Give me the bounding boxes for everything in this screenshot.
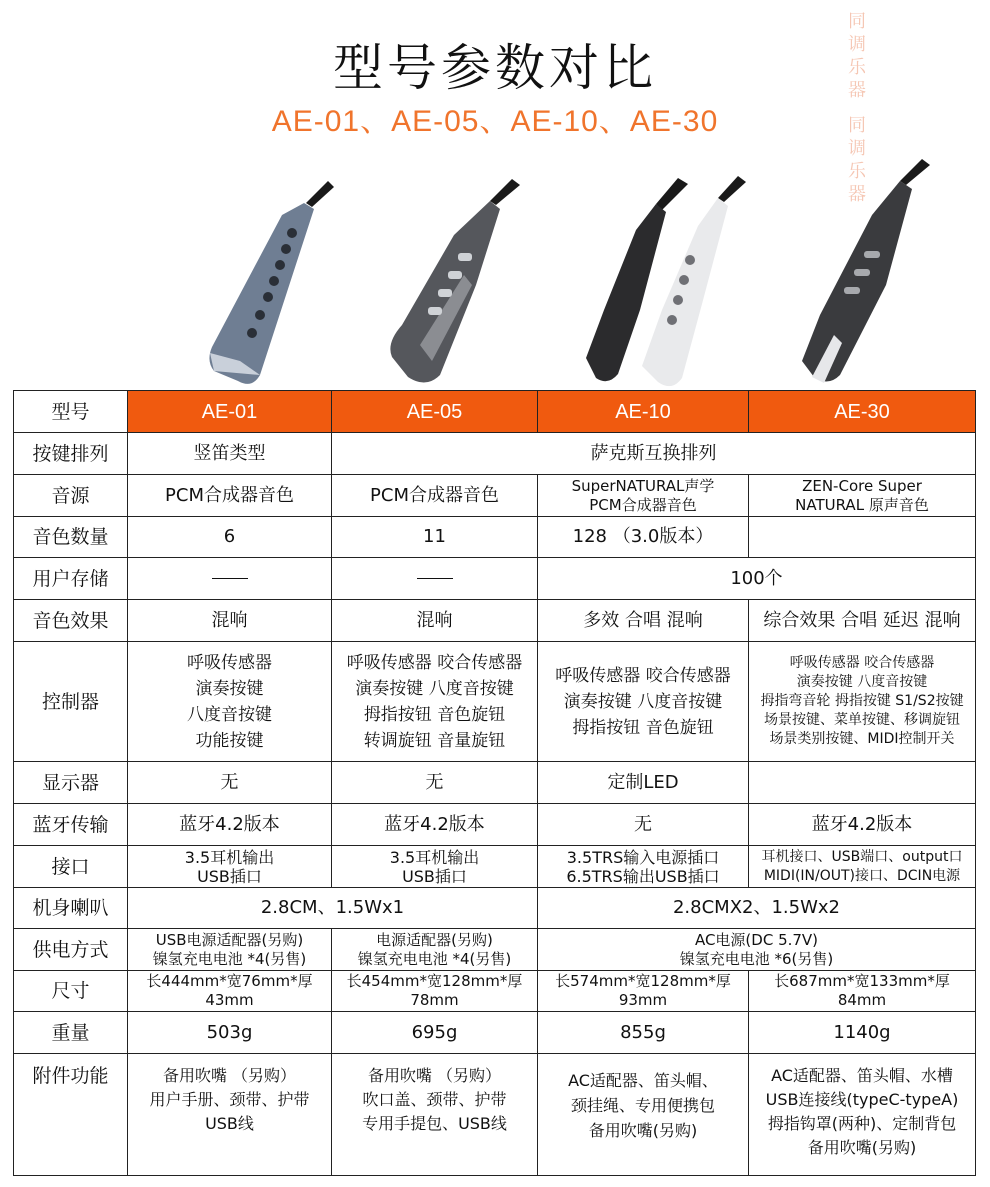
ae01-product-image — [200, 175, 340, 405]
cell: 多效 合唱 混响 — [538, 600, 749, 642]
product-images — [0, 150, 990, 390]
cell: SuperNATURAL声学 PCM合成器音色 — [538, 475, 749, 517]
row-label: 接口 — [14, 846, 128, 888]
row-label: 音源 — [14, 475, 128, 517]
cell: 竖笛类型 — [128, 433, 332, 475]
cell: 1140g — [749, 1012, 976, 1054]
cell: 128 （3.0版本） — [538, 517, 749, 558]
dash-mark — [417, 578, 453, 579]
cell: USB电源适配器(另购) 镍氢充电电池 *4(另售) — [128, 929, 332, 971]
cell: 备用吹嘴 （另购） 用户手册、颈带、护带 USB线 — [128, 1054, 332, 1176]
header-ae30: AE-30 — [749, 391, 976, 433]
row-label: 音色效果 — [14, 600, 128, 642]
table-row — [14, 804, 976, 846]
cell: 3.5TRS输入电源插口 6.5TRS输出USB插口 — [538, 846, 749, 888]
dash-mark — [212, 578, 248, 579]
row-label: 显示器 — [14, 762, 128, 804]
row-label: 按键排列 — [14, 433, 128, 475]
cell: 电源适配器(另购) 镍氢充电电池 *4(另售) — [332, 929, 538, 971]
cell: 2.8CMX2、1.5Wx2 — [538, 888, 976, 929]
cell: 11 — [332, 517, 538, 558]
cell: 100个 — [538, 558, 976, 600]
cell: 呼吸传感器 咬合传感器 演奏按键 八度音按键 拇指弯音轮 拇指按键 S1/S2按键 场景按键、菜单按键、移调旋钮 场景类别按键、MIDI控制开关 — [749, 642, 976, 762]
row-label: 蓝牙传输 — [14, 804, 128, 846]
table-row — [14, 1012, 976, 1054]
cell: 无 — [332, 762, 538, 804]
cell: 呼吸传感器 咬合传感器 演奏按键 八度音按键 拇指按钮 音色旋钮 转调旋钮 音量旋钮 — [332, 642, 538, 762]
table-row — [14, 600, 976, 642]
row-label: 机身喇叭 — [14, 888, 128, 929]
cell: 耳机接口、USB端口、output口 MIDI(IN/OUT)接口、DCIN电源 — [749, 846, 976, 888]
cell: 无 — [128, 762, 332, 804]
cell: 长444mm*宽76mm*厚43mm — [128, 971, 332, 1012]
cell: 6 — [128, 517, 332, 558]
cell — [749, 762, 976, 804]
table-row — [14, 558, 976, 600]
watermark: 同 调 乐 器 同 调 乐 器 — [848, 11, 866, 205]
cell: 长574mm*宽128mm*厚93mm — [538, 971, 749, 1012]
table-row — [14, 846, 976, 888]
cell: 长454mm*宽128mm*厚78mm — [332, 971, 538, 1012]
cell: 萨克斯互换排列 — [332, 433, 976, 475]
table-row — [14, 762, 976, 804]
table-row — [14, 929, 976, 971]
cell — [332, 558, 538, 600]
ae30-product-image — [790, 155, 940, 395]
table-row — [14, 642, 976, 762]
cell: 综合效果 合唱 延迟 混响 — [749, 600, 976, 642]
cell: 2.8CM、1.5Wx1 — [128, 888, 538, 929]
cell: 蓝牙4.2版本 — [749, 804, 976, 846]
row-label: 音色数量 — [14, 517, 128, 558]
cell — [749, 517, 976, 558]
cell: 长687mm*宽133mm*厚84mm — [749, 971, 976, 1012]
page-title: 型号参数对比 — [333, 39, 657, 97]
cell — [128, 558, 332, 600]
row-label: 供电方式 — [14, 929, 128, 971]
page-subtitle: AE-01、AE-05、AE-10、AE-30 — [271, 105, 719, 138]
cell: PCM合成器音色 — [332, 475, 538, 517]
header-ae10: AE-10 — [538, 391, 749, 433]
row-label: 附件功能 — [14, 1054, 128, 1176]
cell: AC电源(DC 5.7V) 镍氢充电电池 *6(另售) — [538, 929, 976, 971]
table-row-header — [14, 391, 976, 433]
cell: ZEN-Core Super NATURAL 原声音色 — [749, 475, 976, 517]
row-label: 尺寸 — [14, 971, 128, 1012]
cell: 蓝牙4.2版本 — [332, 804, 538, 846]
cell: 503g — [128, 1012, 332, 1054]
cell: PCM合成器音色 — [128, 475, 332, 517]
row-label: 型号 — [14, 391, 128, 433]
row-label: 重量 — [14, 1012, 128, 1054]
cell: 呼吸传感器 演奏按键 八度音按键 功能按键 — [128, 642, 332, 762]
cell: 混响 — [332, 600, 538, 642]
cell: AC适配器、笛头帽、 颈挂绳、专用便携包 备用吹嘴(另购) — [538, 1054, 749, 1176]
table-row — [14, 517, 976, 558]
header-ae05: AE-05 — [332, 391, 538, 433]
header-ae01: AE-01 — [128, 391, 332, 433]
cell: 无 — [538, 804, 749, 846]
table-row — [14, 971, 976, 1012]
cell: 定制LED — [538, 762, 749, 804]
ae05-product-image — [380, 175, 530, 405]
cell: 3.5耳机输出 USB插口 — [332, 846, 538, 888]
cell: 3.5耳机输出 USB插口 — [128, 846, 332, 888]
table-row — [14, 475, 976, 517]
cell: 蓝牙4.2版本 — [128, 804, 332, 846]
cell: 呼吸传感器 咬合传感器 演奏按键 八度音按键 拇指按钮 音色旋钮 — [538, 642, 749, 762]
cell: AC适配器、笛头帽、水槽 USB连接线(typeC-typeA) 拇指钩罩(两种)、定制背包 备用吹嘴(另购) — [749, 1054, 976, 1176]
table-row — [14, 888, 976, 929]
row-label: 控制器 — [14, 642, 128, 762]
cell: 备用吹嘴 （另购） 吹口盖、颈带、护带 专用手提包、USB线 — [332, 1054, 538, 1176]
cell: 混响 — [128, 600, 332, 642]
table-row — [14, 433, 976, 475]
spec-comparison-table — [13, 390, 976, 1176]
cell: 695g — [332, 1012, 538, 1054]
ae10-product-image — [578, 170, 758, 405]
row-label: 用户存储 — [14, 558, 128, 600]
cell: 855g — [538, 1012, 749, 1054]
table-row — [14, 1054, 976, 1176]
